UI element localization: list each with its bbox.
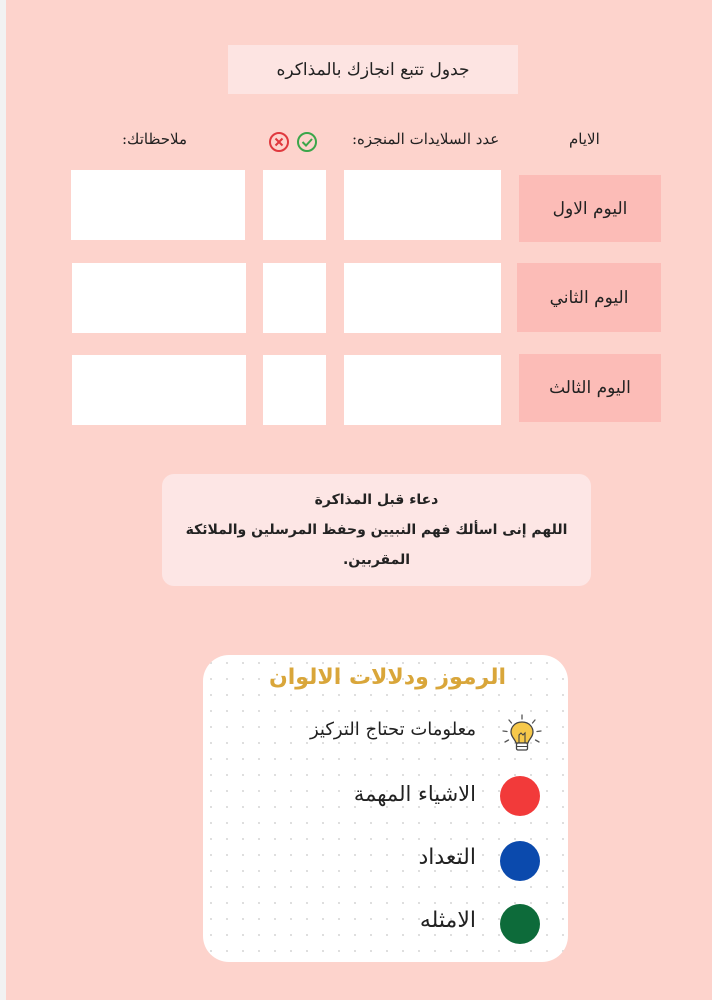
dua-title: دعاء قبل المذاكرة — [314, 492, 439, 508]
status-input-day3[interactable] — [263, 355, 326, 425]
lightbulb-icon — [500, 713, 544, 757]
notes-input-day2[interactable] — [72, 263, 246, 333]
page-title — [228, 45, 518, 94]
status-icons-svg — [268, 131, 320, 153]
header-notes: ملاحظاتك: — [122, 130, 188, 148]
dua-line-2: المقربين. — [342, 552, 411, 568]
notes-input-day3[interactable] — [72, 355, 246, 425]
day-label-3 — [519, 354, 661, 422]
header-days: الايام — [569, 130, 600, 148]
legend-label-examples: الامثله — [419, 908, 476, 933]
day-label-1 — [519, 175, 661, 242]
check-icon — [298, 133, 316, 151]
blue-dot-icon — [500, 841, 540, 881]
header-slides: عدد السلايدات المنجزه: — [352, 130, 500, 148]
dua-line-1: اللهم إنى اسألك فهم النبيين وحفظ المرسلين والملائكة — [185, 522, 568, 538]
legend-title: الرموز ودلالات الالوان — [268, 665, 506, 690]
slides-input-day3[interactable] — [344, 355, 501, 425]
legend-label-important: الاشياء المهمة — [353, 782, 476, 806]
dua-box — [162, 474, 591, 586]
slides-input-day2[interactable] — [344, 263, 501, 333]
page-edge — [0, 0, 6, 1000]
day-label-2 — [517, 263, 661, 332]
green-dot-icon — [500, 904, 540, 944]
page-title-text: جدول تتبع انجازك بالمذاكره — [276, 59, 470, 80]
x-icon — [270, 133, 288, 151]
status-input-day1[interactable] — [263, 170, 326, 240]
notes-input-day1[interactable] — [71, 170, 245, 240]
red-dot-icon — [500, 776, 540, 816]
legend-label-focus: معلومات تحتاج التركيز — [309, 719, 476, 740]
status-input-day2[interactable] — [263, 263, 326, 333]
day-label-1-text: اليوم الاول — [552, 198, 628, 219]
header-status — [268, 131, 320, 153]
legend-label-enumeration: التعداد — [418, 845, 476, 870]
day-label-3-text: اليوم الثالث — [549, 378, 631, 398]
legend-card — [203, 655, 568, 962]
day-label-2-text: اليوم الثاني — [549, 287, 629, 308]
slides-input-day1[interactable] — [344, 170, 501, 240]
